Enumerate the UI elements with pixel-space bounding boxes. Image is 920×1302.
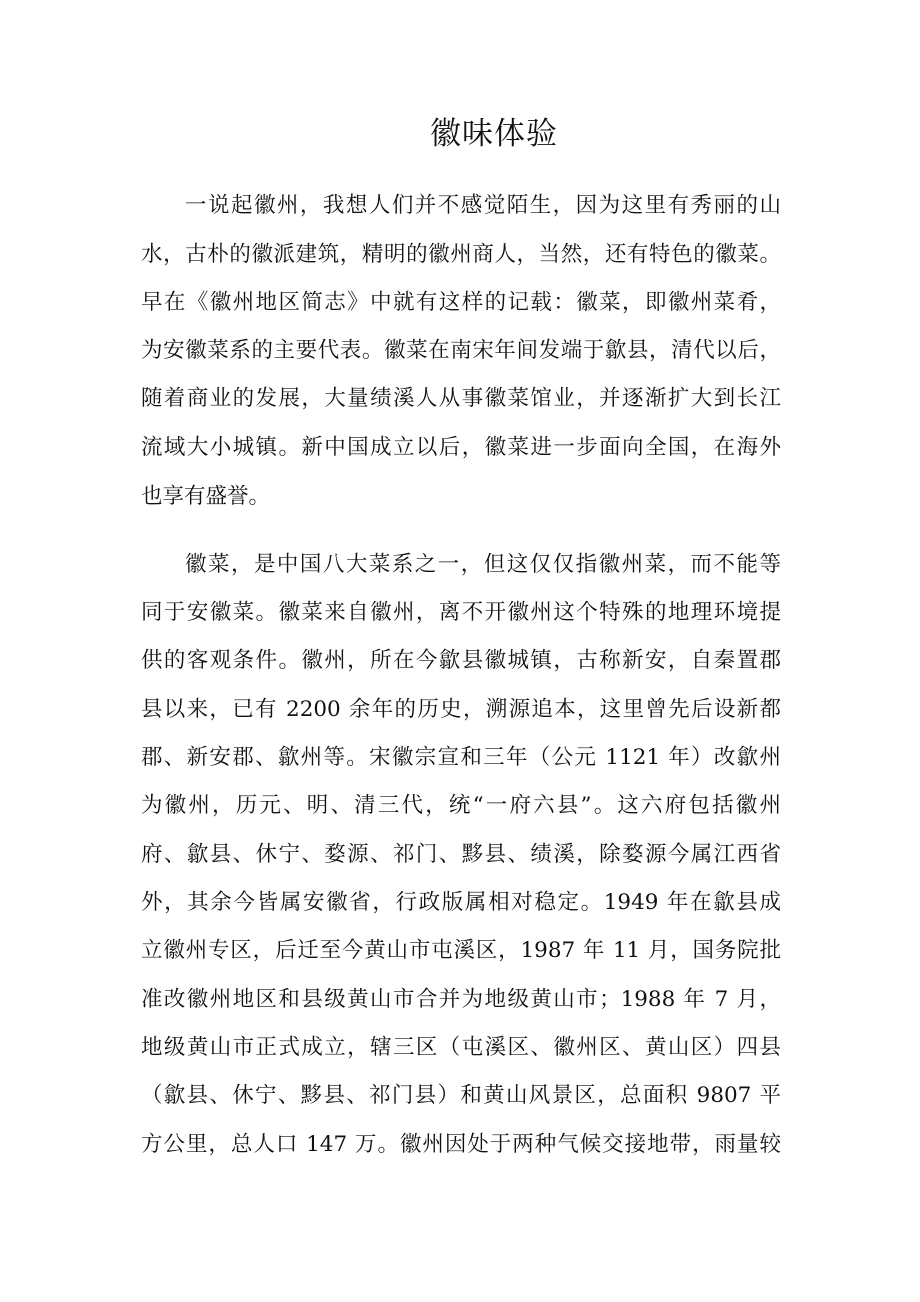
paragraph-2-line-10: 准改徽州地区和县级黄山市合并为地级黄山市；1988 年 7 月， [141, 987, 781, 1012]
paragraph-1-line-5: 随着商业的发展，大量绩溪人从事徽菜馆业，并逐渐扩大到长江 [141, 386, 781, 411]
paragraph-1-line-1: 一说起徽州，我想人们并不感觉陌生，因为这里有秀丽的山 [185, 193, 781, 218]
paragraph-1-line-4: 为安徽菜系的主要代表。徽菜在南宋年间发端于歙县，清代以后， [141, 338, 781, 363]
paragraph-1-line-6: 流域大小城镇。新中国成立以后，徽菜进一步面向全国，在海外 [141, 435, 781, 460]
paragraph-2-line-3: 供的客观条件。徽州，所在今歙县徽城镇，古称新安，自秦置郡 [141, 648, 781, 673]
document-title: 徽味体验 [430, 116, 558, 152]
paragraph-2-line-1: 徽菜，是中国八大菜系之一，但这仅仅指徽州菜，而不能等 [185, 552, 781, 577]
paragraph-2-line-4: 县以来，已有 2200 余年的历史，溯源追本，这里曾先后设新都 [141, 697, 781, 722]
paragraph-2-line-2: 同于安徽菜。徽菜来自徽州，离不开徽州这个特殊的地理环境提 [141, 600, 781, 625]
paragraph-1-line-7: 也享有盛誉。 [141, 484, 271, 509]
paragraph-2-line-12: （歙县、休宁、黟县、祁门县）和黄山风景区，总面积 9807 平 [141, 1083, 781, 1108]
paragraph-1-line-2: 水，古朴的徽派建筑，精明的徽州商人，当然，还有特色的徽菜。 [141, 242, 781, 267]
paragraph-2-line-6: 为徽州，历元、明、清三代，统“一府六县”。这六府包括徽州 [141, 793, 781, 818]
paragraph-2-line-9: 立徽州专区，后迁至今黄山市屯溪区，1987 年 11 月，国务院批 [141, 938, 781, 963]
paragraph-2-line-7: 府、歙县、休宁、婺源、祁门、黟县、绩溪，除婺源今属江西省 [141, 842, 781, 867]
paragraph-2-line-13: 方公里，总人口 147 万。徽州因处于两种气候交接地带，雨量较 [141, 1132, 781, 1157]
paragraph-2-line-5: 郡、新安郡、歙州等。宋徽宗宣和三年（公元 1121 年）改歙州 [141, 745, 781, 770]
paragraph-2-line-11: 地级黄山市正式成立，辖三区（屯溪区、徽州区、黄山区）四县 [141, 1035, 781, 1060]
paragraph-2-line-8: 外，其余今皆属安徽省，行政版属相对稳定。1949 年在歙县成 [141, 890, 781, 915]
paragraph-1-line-3: 早在《徽州地区简志》中就有这样的记载：徽菜，即徽州菜肴， [141, 290, 781, 315]
